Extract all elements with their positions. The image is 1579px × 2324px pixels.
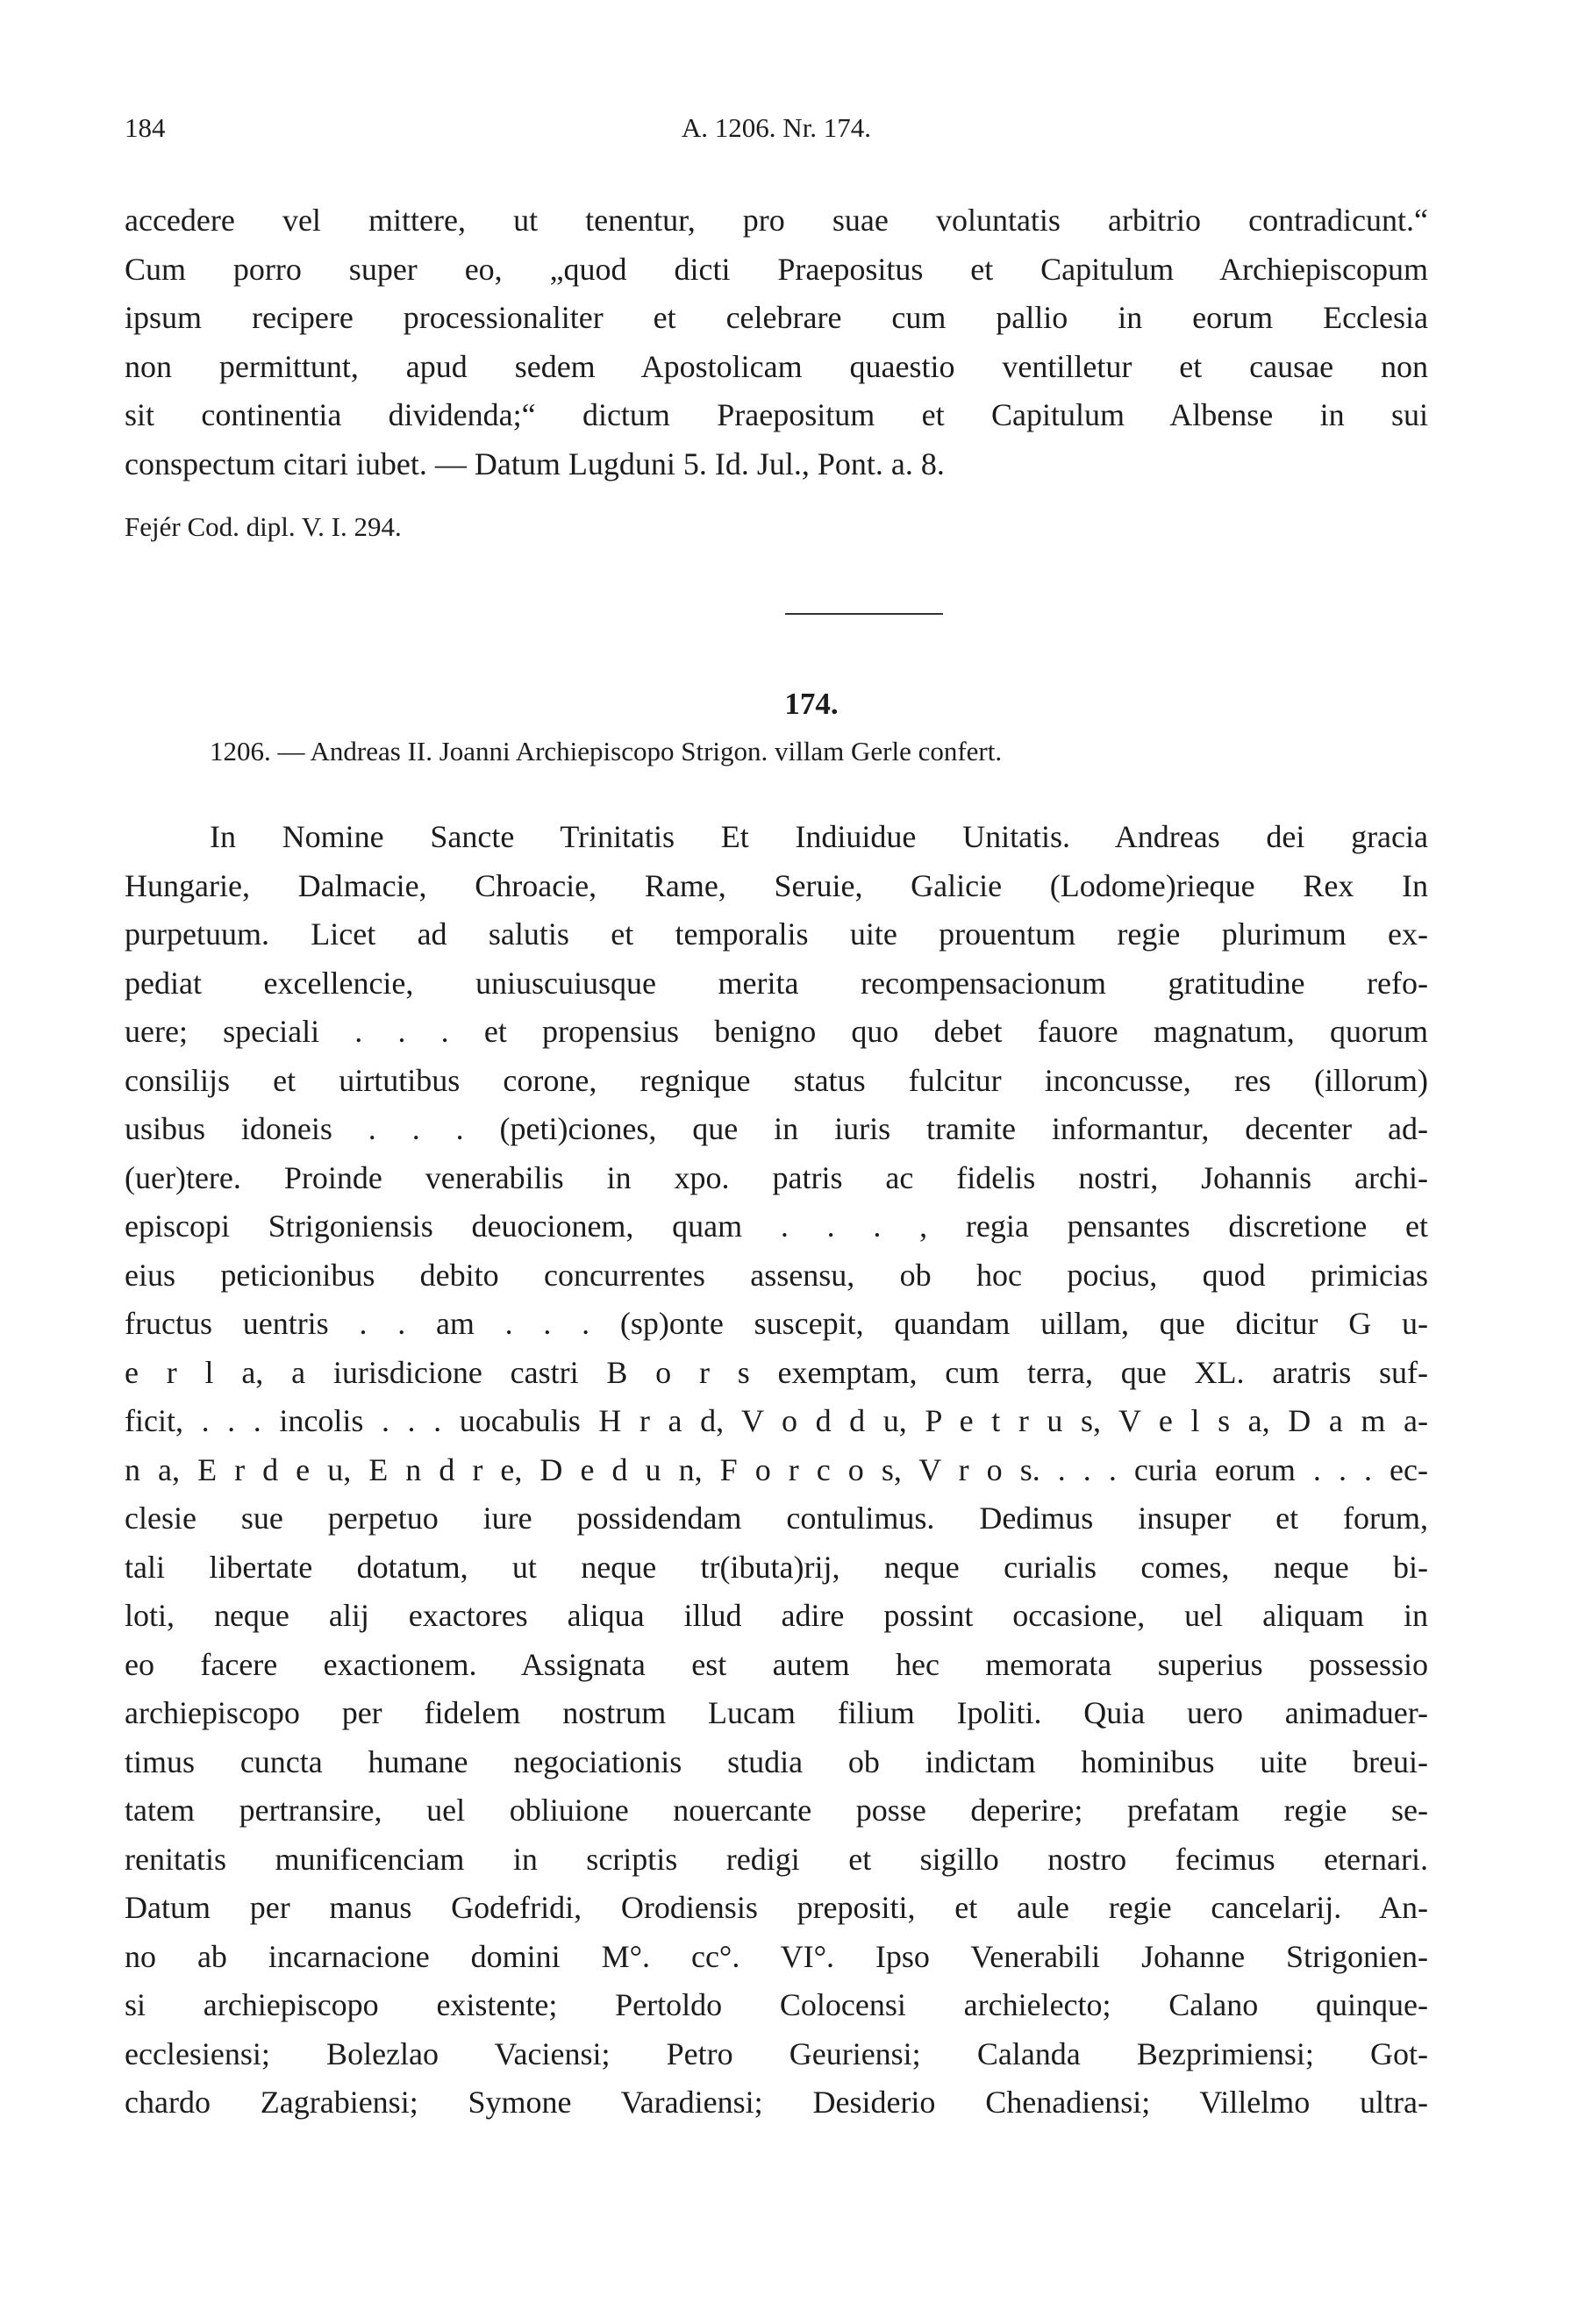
running-head: A. 1206. Nr. 174.	[681, 112, 872, 143]
text-line: tali libertate dotatum, ut neque tr(ibuta)rij, neque curialis comes, neque bi-	[125, 1549, 1428, 1585]
text-line: conspectum citari iubet. — Datum Lugduni 5. Id. Jul., Pont. a. 8.	[125, 446, 945, 481]
text-line: Cum porro super eo, „quod dicti Praepositus et Capitulum Archiepiscopum	[125, 251, 1428, 287]
charter-text	[125, 813, 1428, 2128]
section-divider	[785, 613, 943, 615]
text-line: sit continentia dividenda;“ dictum Praepositum et Capitulum Albense in sui	[125, 397, 1428, 432]
text-line: renitatis munificenciam in scriptis redigi et sigillo nostro fecimus eternari.	[125, 1841, 1428, 1877]
text-line: episcopi Strigoniensis deuocionem, quam . . . , regia pensantes discretione et	[125, 1208, 1428, 1244]
page-number: 184	[125, 112, 166, 143]
text-line: consilijs et uirtutibus corone, regnique status fulcitur inconcusse, res (illorum)	[125, 1062, 1428, 1098]
text-line: uere; speciali . . . et propensius benigno quo debet fauore magnatum, quorum	[125, 1014, 1428, 1049]
document-regest: 1206. — Andreas II. Joanni Archiepiscopo Strigon. villam Gerle confert.	[210, 736, 1003, 766]
text-line: In Nomine Sancte Trinitatis Et Indiuidue Unitatis. Andreas dei gracia	[210, 819, 1428, 854]
text-line: ecclesiensi; Bolezlao Vaciensi; Petro Geuriensi; Calanda Bezprimiensi; Got-	[125, 2035, 1428, 2071]
text-line: n a, E r d e u, E n d r e, D e d u n, F o r c o s, V r o s. . . . curia eorum . . . ec-	[125, 1451, 1428, 1487]
text-line: Hungarie, Dalmacie, Chroacie, Rame, Seruie, Galicie (Lodome)rieque Rex In	[125, 867, 1428, 903]
text-line: no ab incarnacione domini M°. cc°. VI°. Ipso Venerabili Johanne Strigonien-	[125, 1938, 1428, 1974]
text-line: pediat excellencie, uniuscuiusque merita recompensacionum gratitudine refo-	[125, 965, 1428, 1001]
document-number: 174.	[784, 687, 839, 721]
continuation-paragraph	[125, 196, 1428, 488]
text-line: (uer)tere. Proinde venerabilis in xpo. patris ac fidelis nostri, Johannis archi-	[125, 1159, 1428, 1195]
text-line: usibus idoneis . . . (peti)ciones, que in iuris tramite informantur, decenter ad-	[125, 1111, 1428, 1146]
text-line: eius peticionibus debito concurrentes assensu, ob hoc pocius, quod primicias	[125, 1257, 1428, 1293]
page-header	[125, 103, 1428, 156]
text-line: si archiepiscopo existente; Pertoldo Colocensi archielecto; Calano quinque-	[125, 1987, 1428, 2022]
text-line: accedere vel mittere, ut tenentur, pro suae voluntatis arbitrio contradicunt.“	[125, 203, 1428, 238]
text-line: tatem pertransire, uel obliuione nouercante posse deperire; prefatam regie se-	[125, 1793, 1428, 1828]
text-line: clesie sue perpetuo iure possidendam contulimus. Dedimus insuper et forum,	[125, 1501, 1428, 1536]
text-line: chardo Zagrabiensi; Symone Varadiensi; Desiderio Chenadiensi; Villelmo ultra-	[125, 2085, 1428, 2120]
text-line: eo facere exactionem. Assignata est autem hec memorata superius possessio	[125, 1646, 1428, 1682]
text-line: ficit, . . . incolis . . . uocabulis H r a d, V o d d u, P e t r u s, V e l s a, D a m a-	[125, 1403, 1428, 1438]
text-line: Datum per manus Godefridi, Orodiensis prepositi, et aule regie cancelarij. An-	[125, 1890, 1428, 1925]
text-line: loti, neque alij exactores aliqua illud adire possint occasione, uel aliquam in	[125, 1598, 1428, 1633]
text-line: non permittunt, apud sedem Apostolicam quaestio ventilletur et causae non	[125, 348, 1428, 384]
text-line: purpetuum. Licet ad salutis et temporalis uite prouentum regie plurimum ex-	[125, 916, 1428, 952]
text-line: archiepiscopo per fidelem nostrum Lucam filium Ipoliti. Quia uero animaduer-	[125, 1695, 1428, 1730]
text-line: fructus uentris . . am . . . (sp)onte suscepit, quandam uillam, que dicitur G u-	[125, 1306, 1428, 1341]
text-line: ipsum recipere processionaliter et celebrare cum pallio in eorum Ecclesia	[125, 300, 1428, 335]
text-line: timus cuncta humane negociationis studia ob indictam hominibus uite breui-	[125, 1743, 1428, 1779]
source-citation: Fejér Cod. dipl. V. I. 294.	[125, 511, 402, 542]
document-page	[125, 103, 1428, 2128]
text-line: e r l a, a iurisdicione castri B o r s exemptam, cum terra, que XL. aratris suf-	[125, 1354, 1428, 1390]
